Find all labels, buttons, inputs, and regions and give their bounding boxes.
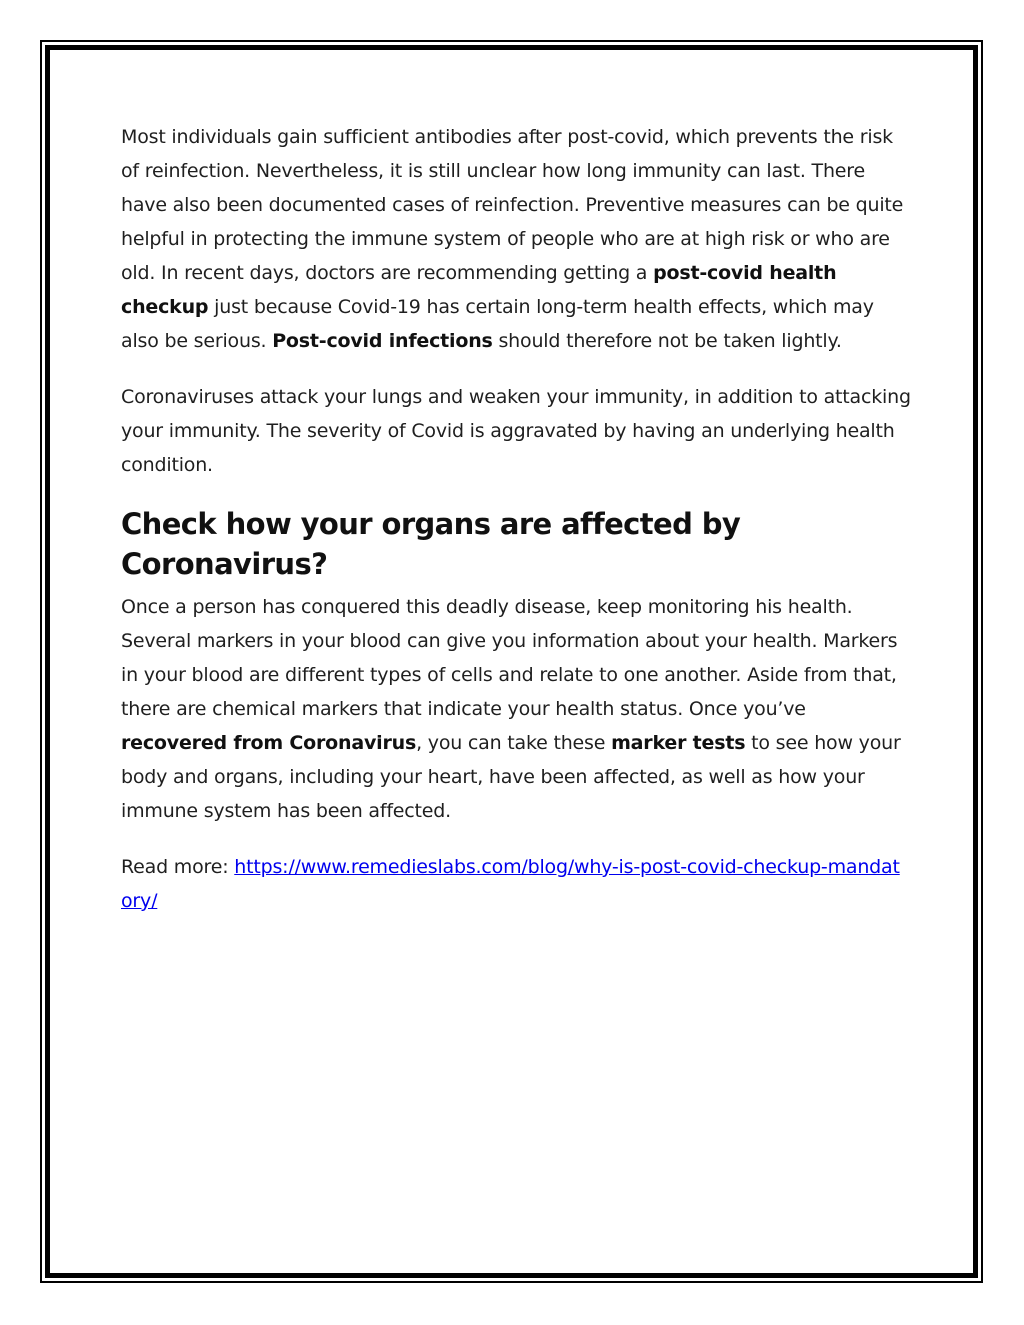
paragraph-coronavirus-attack: Coronaviruses attack your lungs and weaken your immunity, in addition to attacking your immunity. The severity of Covid is aggravated by having an underlying health condition. [121,386,911,476]
read-more-line [121,850,911,918]
bold-marker-tests: marker tests [611,732,746,754]
section-heading: Check how your organs are affected by Coronavirus? [121,507,741,581]
read-more-label: Read more: [121,856,235,878]
paragraph-markers: Once a person has conquered this deadly disease, keep monitoring his health. Several markers in your blood can give you information about your health. Markers in your blood are different types of cells and relate to one another. Aside from that, there are chemical markers that indicate your health status. Once you’ve recovered from Coronavirus, you can take these marker tests to see how your body and organs, including your heart, have been affected, as well as how your immune system has been affected. [121,596,901,822]
document-body [121,120,911,940]
bold-post-covid-infections: Post-covid infections [272,330,493,352]
paragraph-reinfection: Most individuals gain sufficient antibodies after post-covid, which prevents the risk of reinfection. Nevertheless, it is still unclear how long immunity can last. There have also been documented cases of reinfection. Preventive measures can be quite helpful in protecting the immune system of people who are at high risk or who are old. In recent days, doctors are recommending getting a post-covid health checkup just because Covid-19 has certain long-term health effects, which may also be serious. Post-covid infections should therefore not be taken lightly. [121,126,904,352]
read-more-link[interactable]: https://www.remedieslabs.com/blog/why-is-post-covid-checkup-mandatory/ [121,856,900,912]
bold-recovered-from-coronavirus: recovered from Coronavirus [121,732,417,754]
bold-post-covid-health-checkup: post-covid health checkup [121,262,837,318]
